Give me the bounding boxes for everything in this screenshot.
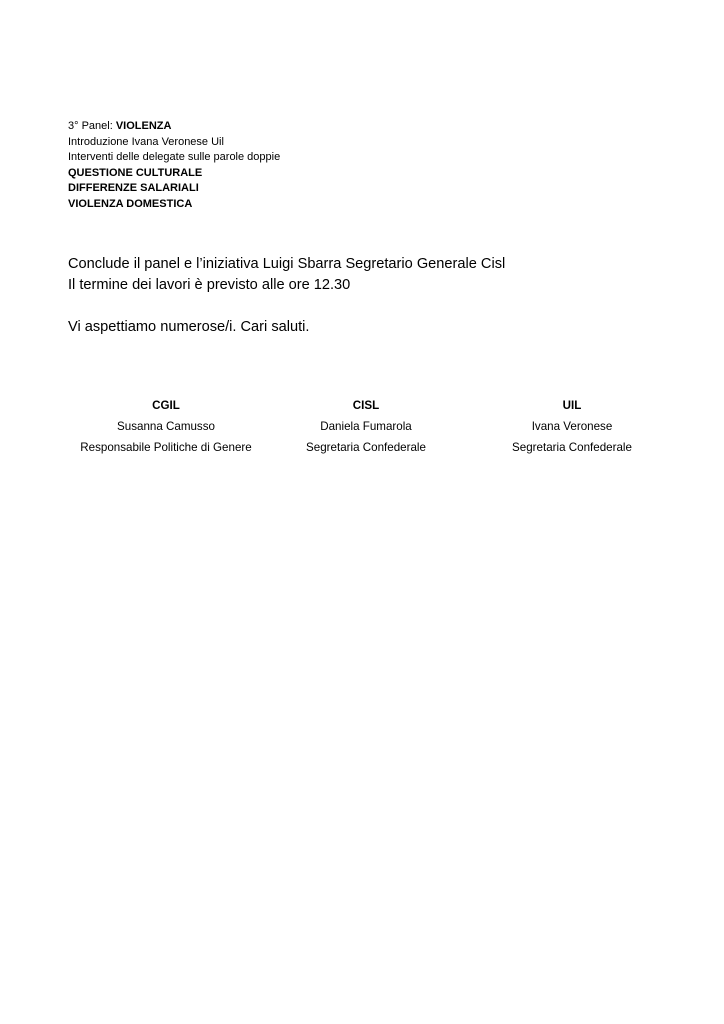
- panel-heading: [68, 119, 280, 135]
- signature-cisl: [296, 395, 436, 458]
- signature-name: Ivana Veronese: [531, 420, 613, 433]
- panel-topic-cultural: QUESTIONE CULTURALE: [68, 166, 203, 179]
- closing-greeting: Vi aspettiamo numerose/i. Cari saluti.: [68, 319, 310, 335]
- closing-spacer: [68, 296, 505, 317]
- closing-section: [68, 254, 505, 338]
- panel-heading-prefix: 3° Panel:: [68, 120, 116, 132]
- closing-end-time: Il termine dei lavori è previsto alle ore 12.30: [68, 277, 351, 293]
- signature-cgil: [60, 395, 272, 458]
- panel-heading-topic: VIOLENZA: [115, 120, 172, 132]
- panel-topic-domestic: VIOLENZA DOMESTICA: [68, 197, 193, 210]
- panel-intro: Introduzione Ivana Veronese Uil: [68, 135, 224, 148]
- signature-role: Responsabile Politiche di Genere: [80, 441, 252, 454]
- signature-org: UIL: [562, 399, 582, 412]
- signature-name: Daniela Fumarola: [320, 420, 412, 433]
- signature-org: CISL: [352, 399, 380, 412]
- signature-role: Segretaria Confederale: [306, 441, 426, 454]
- panel-section: [68, 119, 280, 213]
- signature-role: Segretaria Confederale: [512, 441, 632, 454]
- signature-org: CGIL: [152, 399, 180, 412]
- signature-uil: [492, 395, 652, 458]
- panel-topic-salary: DIFFERENZE SALARIALI: [68, 182, 199, 195]
- signature-name: Susanna Camusso: [117, 420, 215, 433]
- closing-conclusion: Conclude il panel e l’iniziativa Luigi Sbarra Segretario Generale Cisl: [68, 256, 506, 272]
- panel-interventions: Interventi delle delegate sulle parole doppie: [68, 151, 281, 164]
